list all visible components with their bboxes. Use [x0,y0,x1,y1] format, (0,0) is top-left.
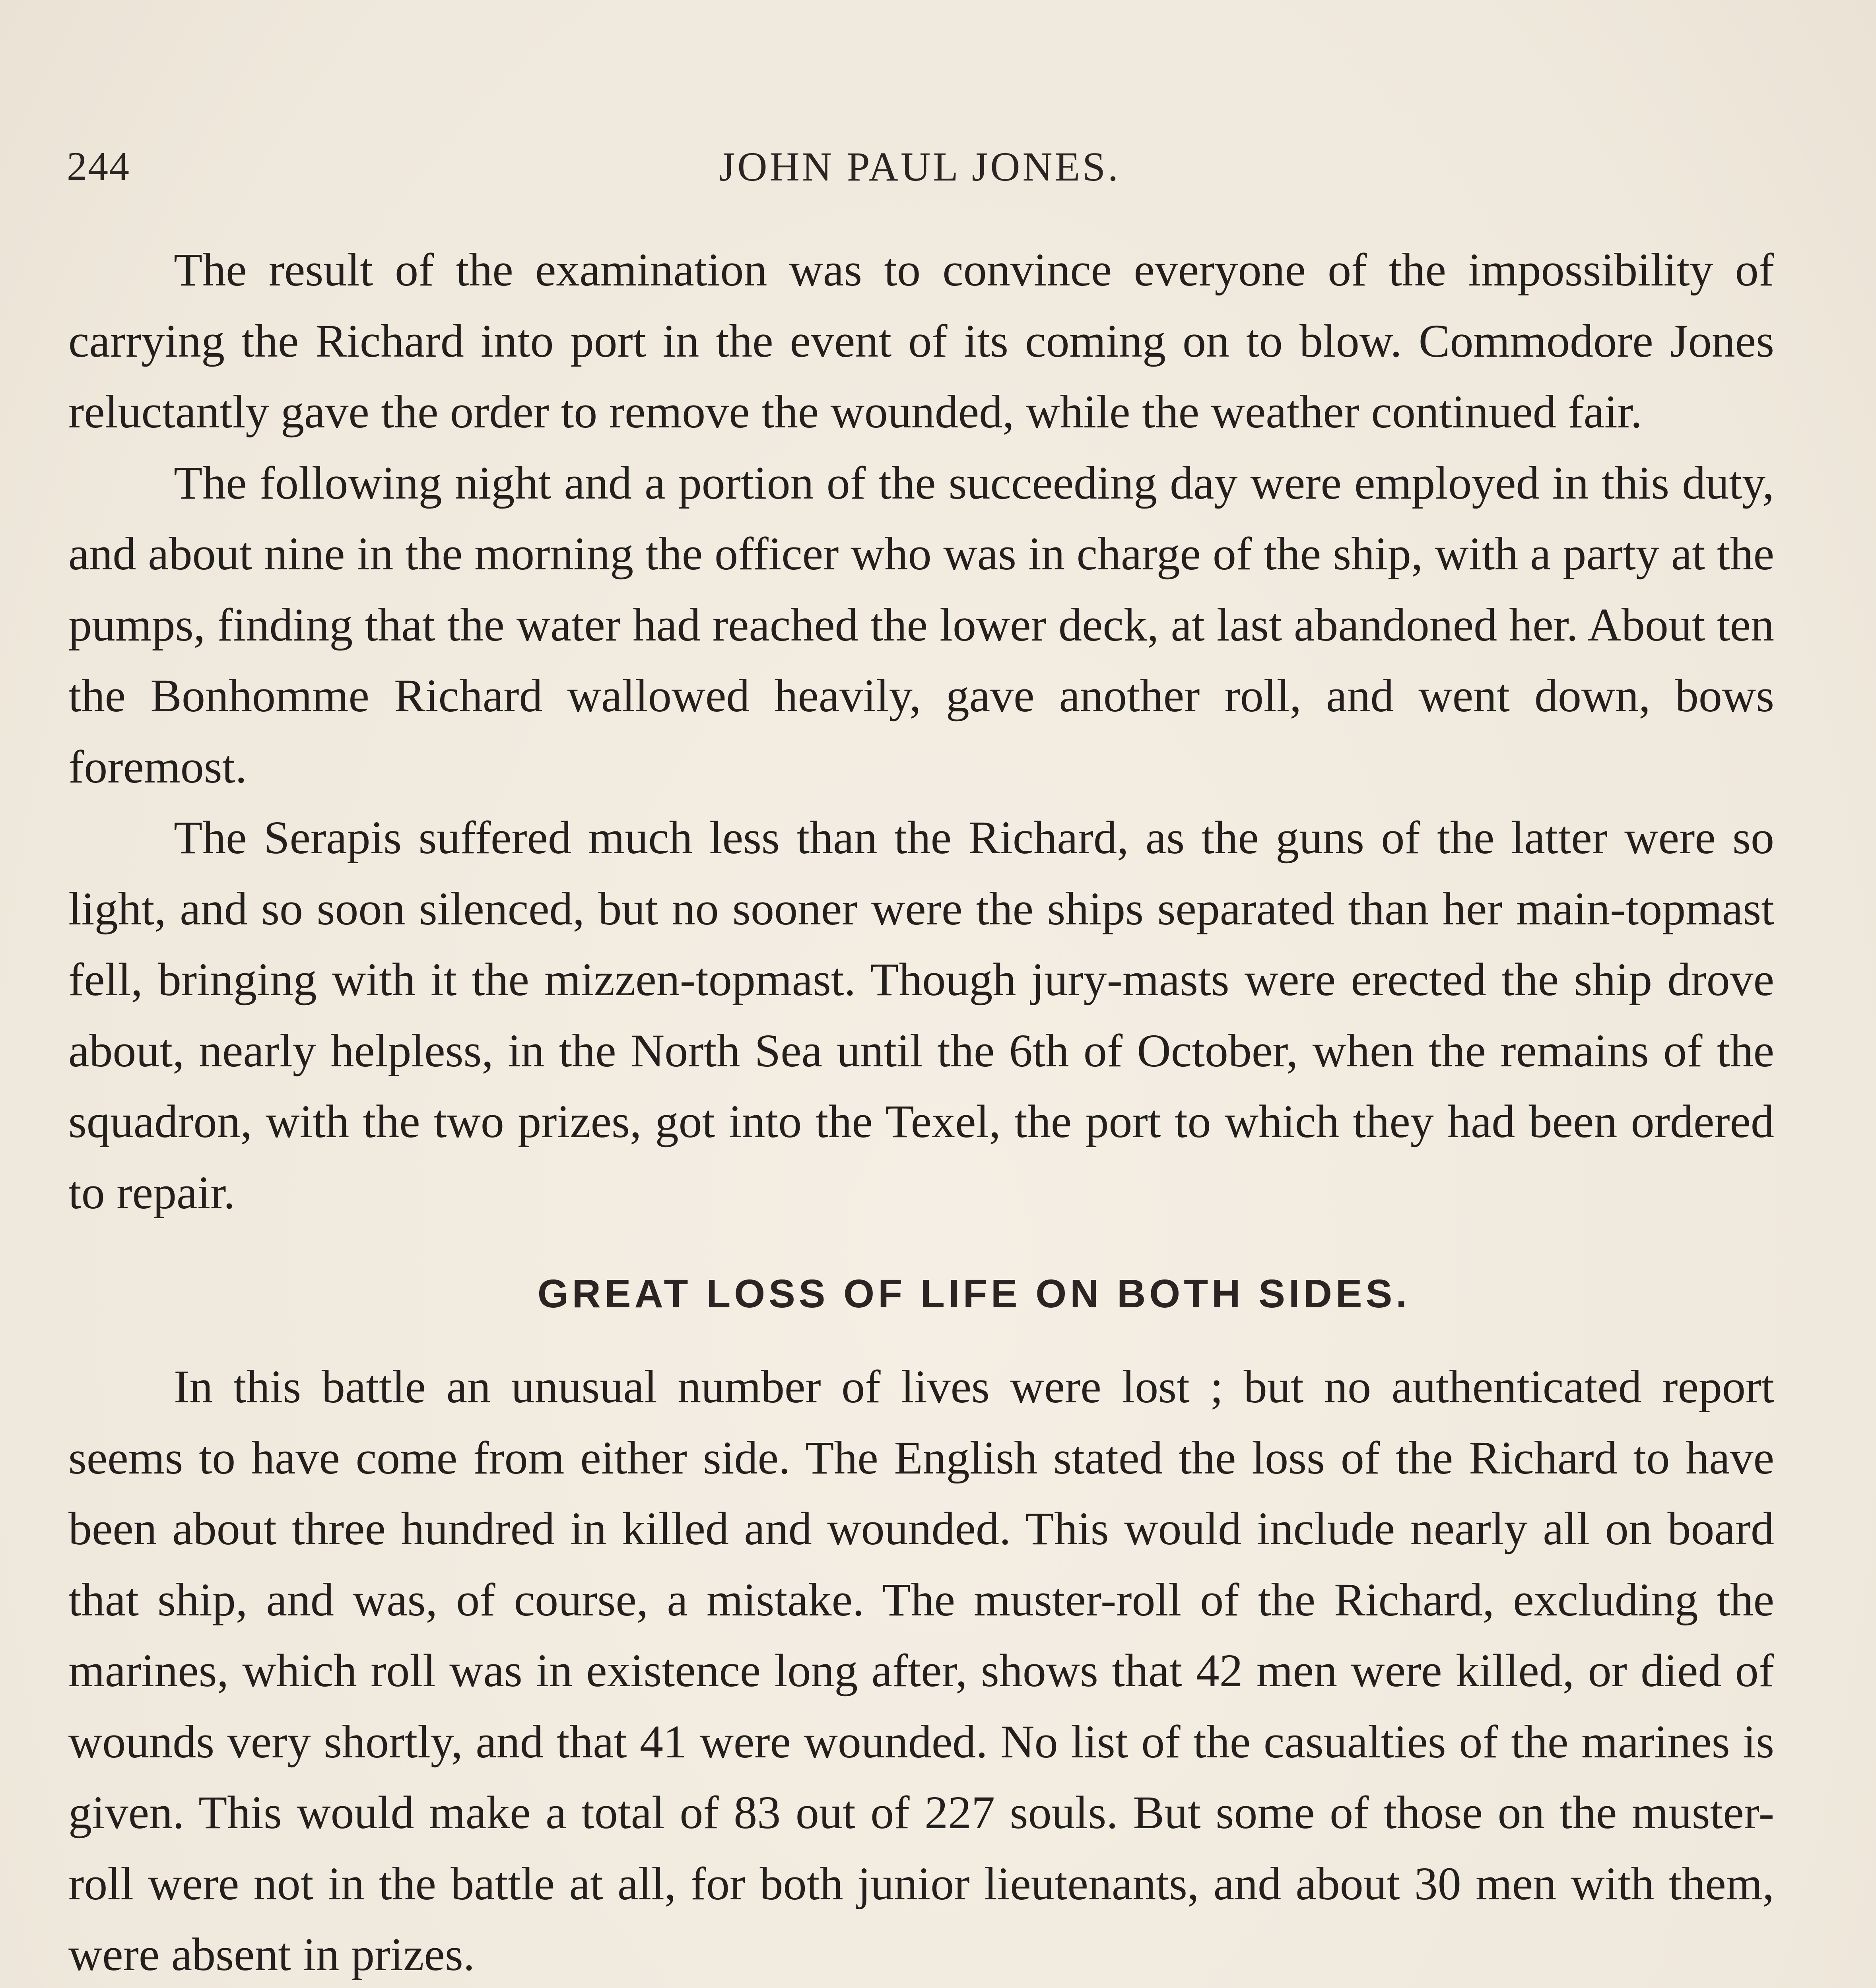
paragraph: In this battle an unusual number of lives were lost ; but no authenticated report seems to have come from either side. The English stated the loss of the Richard to have been about three hundred in killed and wounded. This would include nearly all on board that ship, and was, of course, a mistake. The muster-roll of the Richard, excluding the marines, which roll was in existence long after, shows that 42 men were killed, or died of wounds very shortly, and that 41 were wounded. No list of the casualties of the marines is given. This would make a total of 83 out of 227 souls. But some of those on the muster-roll were not in the battle at all, for both junior lieutenants, and about 30 men with them, were absent in prizes. [68,1361,1774,1980]
body-text [68,235,1774,1988]
section-heading: GREAT LOSS OF LIFE ON BOTH SIDES. [537,1272,1411,1316]
page-header [67,143,1773,203]
paragraph: The Serapis suffered much less than the Richard, as the guns of the latter were so light, and so soon silenced, but no sooner were the ships separated than her main-topmast fell, bringing with it the mizzen-topmast. Though jury-masts were erected the ship drove about, nearly helpless, in the North Sea until the 6th of October, when the remains of the squadron, with the two prizes, got into the Texel, the port to which they had been ordered to repair. [68,812,1774,1219]
page-number: 244 [67,144,130,189]
paragraph: The following night and a portion of the succeeding day were employed in this duty, and about nine in the morning the officer who was in charge of the ship, with a party at the pumps, finding that the water had reached the lower deck, at last abandoned her. About ten the Bonhomme Richard wallowed heavily, gave another roll, and went down, bows foremost. [68,456,1774,793]
paragraph: The result of the examination was to convince everyone of the impossibility of carrying the Richard into port in the event of its coming on to blow. Commodore Jones reluctantly gave the order to remove the wounded, while the weather continued fair. [68,244,1774,438]
running-head: JOHN PAUL JONES. [719,144,1121,190]
